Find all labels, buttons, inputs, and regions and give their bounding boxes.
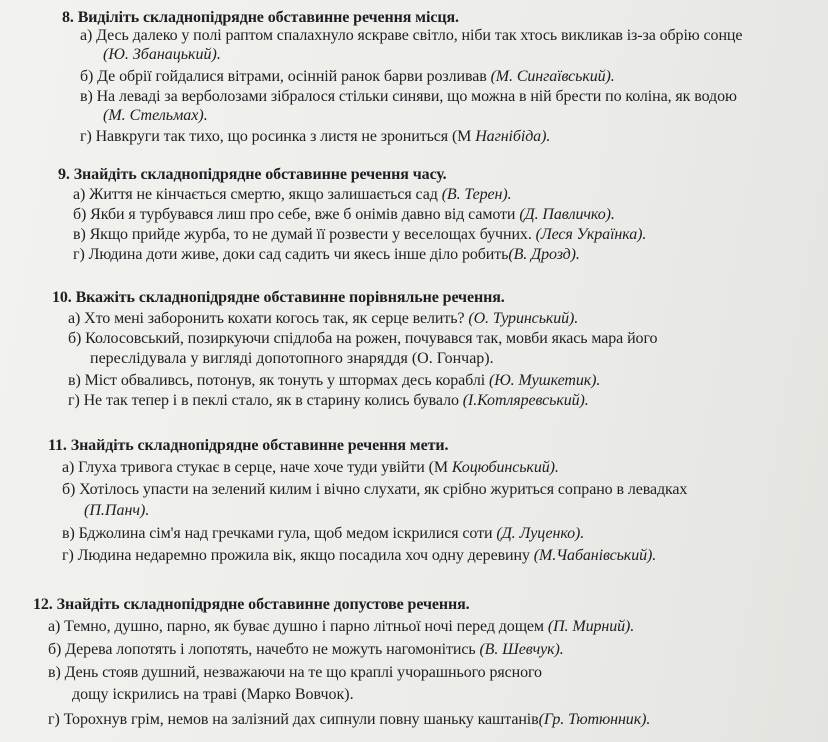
option-a[interactable] [68, 310, 578, 328]
option-text: б) Хотілось упасти на зелений килим і вічно слухати, як срібно журиться сопрано в левадках [62, 481, 688, 498]
option-text: б) Якби я турбувався лиш про себе, вже б онімів давно від самоти [73, 206, 516, 223]
option-continuation: (М. Стельмах). [103, 107, 208, 124]
option-text: в) Міст обваливсь, потонув, як тонуть у штормах десь кораблі [68, 372, 486, 389]
option-text: в) На леваді за верболозами зібралося стільки синяви, що можна в ній брести по коліна, як водою [80, 88, 737, 105]
option-d[interactable] [48, 711, 650, 729]
option-author: (М. Сингаївський). [490, 68, 615, 85]
option-author: (Ю. Мушкетик). [488, 372, 601, 389]
option-continuation: дощу іскрились на траві (Марко Вовчок). [72, 686, 354, 703]
option-b[interactable] [62, 481, 687, 499]
option-c[interactable] [80, 88, 737, 106]
option-author: Коцюбинський). [451, 459, 559, 476]
option-a[interactable] [48, 618, 634, 636]
option-d[interactable] [73, 246, 580, 264]
option-text: б) Дерева лопотять і лопотять, начебто не можуть нагомонітись [48, 641, 476, 658]
option-a[interactable] [80, 27, 742, 45]
option-text: г) Не так тепер і в пеклі стало, як в старину колись бувало [68, 392, 459, 409]
option-author: (В. Дрозд). [508, 246, 580, 263]
option-text: г) Торохнув грім, немов на залізний дах сипнули повну шаньку каштанів [48, 711, 539, 728]
option-author: (В. Шевчук). [479, 641, 564, 658]
option-b[interactable] [73, 206, 615, 224]
question-title: 10. Вкажіть складнопідрядне обставинне порівняльне речення. [52, 289, 505, 306]
option-author: (П. Мирний). [547, 618, 635, 635]
option-d[interactable] [68, 392, 589, 410]
option-text: а) Темно, душно, парно, як буває душно і парно літньої ночі перед дощем [48, 618, 544, 635]
option-c[interactable] [48, 664, 542, 682]
option-author: (М.Чабанівський). [533, 547, 657, 564]
option-d[interactable] [80, 128, 550, 146]
option-author: (В. Терен). [441, 186, 512, 203]
option-c[interactable] [73, 226, 646, 244]
option-d[interactable] [62, 547, 656, 565]
question-title: 12. Знайдіть складнопідрядне обставинне допустове речення. [33, 596, 470, 613]
option-author: (Д. Павличко). [519, 206, 615, 223]
option-text: б) Де обрії гойдалися вітрами, осінній ранок барви розливав [80, 68, 487, 85]
option-c[interactable] [62, 525, 584, 543]
option-c[interactable] [68, 372, 600, 390]
option-a[interactable] [62, 459, 559, 477]
option-b[interactable] [68, 330, 657, 348]
option-a[interactable] [73, 186, 511, 204]
option-continuation: переслідувала у вигляді допотопного знаряддя (О. Гончар). [90, 350, 494, 367]
question-title: 9. Знайдіть складнопідрядне обставинне речення часу. [58, 166, 447, 183]
option-text: в) Бджолина сім'я над гречками гула, щоб медом іскрилися соти [62, 525, 493, 542]
question-title: 11. Знайдіть складнопідрядне обставинне речення мети. [48, 437, 449, 454]
option-text: а) Хто мені заборонить кохати когось так, як серце велить? [68, 310, 465, 327]
option-text: б) Колосовський, позиркуючи спідлоба на рожен, почувався так, мовби якась мара його [68, 330, 658, 347]
option-author: (І.Котляревський). [462, 392, 589, 409]
option-text: а) Десь далеко у полі раптом спалахнуло яскраве світло, ніби так хтось викликав із-за обрію сонце [80, 27, 743, 44]
option-b[interactable] [48, 641, 564, 659]
option-continuation: (П.Панч). [84, 502, 150, 519]
question-title: 8. Виділіть складнопідрядне обставинне речення місця. [62, 9, 459, 26]
option-b[interactable] [80, 68, 615, 86]
option-text: а) Життя не кінчається смертю, якщо залишається сад [73, 186, 438, 203]
option-author: (Д. Луценко). [496, 525, 585, 542]
option-text: г) Людина недаремно прожила вік, якщо посадила хоч одну деревину [62, 547, 530, 564]
option-text: в) День стояв душний, незважаючи на те що краплі учорашнього рясного [48, 664, 542, 681]
option-continuation: (Ю. Збанацький). [103, 46, 221, 63]
option-author: (О. Туринський). [468, 310, 579, 327]
option-author: (Леся Українка). [535, 226, 647, 243]
option-author: (Гр. Тютюнник). [538, 711, 651, 728]
option-text: г) Навкруги так тихо, що росинка з листя не зрониться (М [80, 128, 472, 145]
option-text: г) Людина доти живе, доки сад садить чи якесь інше діло робить [73, 246, 509, 263]
option-text: а) Глуха тривога стукає в серце, наче хоче туди увійти (М [62, 459, 448, 476]
option-author: Нагнібіда). [475, 128, 551, 145]
option-text: в) Якщо прийде журба, то не думай її розвести у веселощах бучних. [73, 226, 532, 243]
